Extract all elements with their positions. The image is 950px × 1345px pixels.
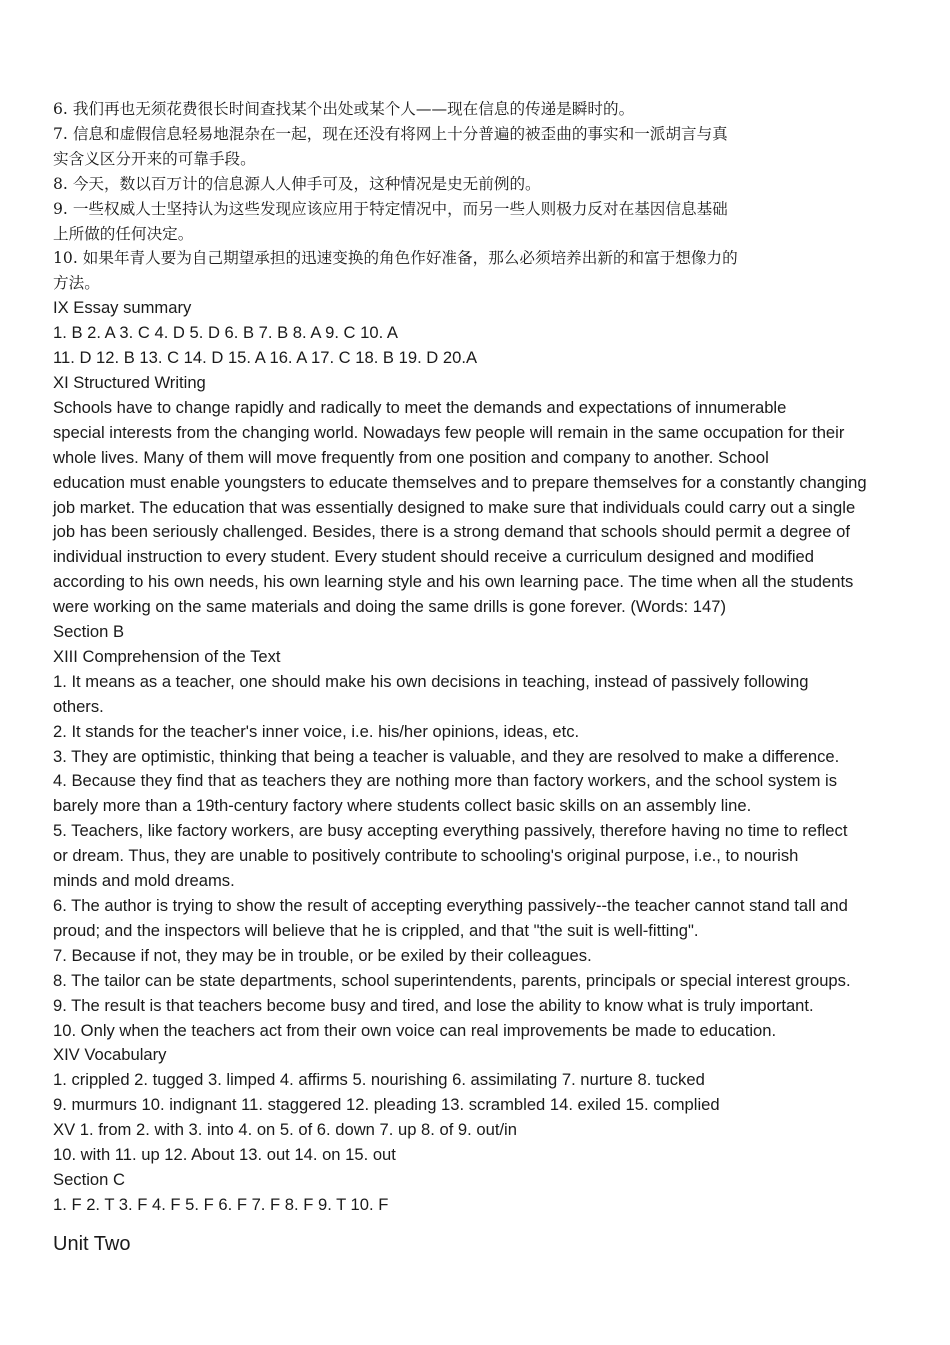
answer-line: 10. Only when the teachers act from their own voice can real improvements be made to education. [53,1020,777,1040]
answer-line: 11. D 12. B 13. C 14. D 15. A 16. A 17. C 18. B 19. D 20.A [53,348,478,368]
answer-line: 10. with 11. up 12. About 13. out 14. on 15. out [53,1145,396,1165]
unit-title: Unit Two [53,1232,131,1255]
answer-line: 6. The author is trying to show the result of accepting everything passively--the teacher cannot stand tall and [53,896,848,915]
translation-item-8: 8. 今天，数以百万计的信息源人人伸手可及，这种情况是史无前例的。 [53,174,541,193]
paragraph-line: job has been seriously challenged. Besides, there is a strong demand that schools should permit a degree of [53,522,850,542]
section-heading-section-c: Section C [53,1169,125,1189]
paragraph-line: Schools have to change rapidly and radically to meet the demands and expectations of innumerable [53,397,787,417]
answer-line: 9. murmurs 10. indignant 11. staggered 12. pleading 13. scrambled 14. exiled 15. complied [53,1095,720,1115]
document-page [53,97,938,1258]
answer-line: proud; and the inspectors will believe that he is crippled, and that "the suit is well-fitting". [53,920,699,940]
paragraph-line: were working on the same materials and doing the same drills is gone forever. (Words: 147) [53,597,726,617]
answer-line: 3. They are optimistic, thinking that being a teacher is valuable, and they are resolved to make a difference. [53,746,840,766]
answer-line: XV 1. from 2. with 3. into 4. on 5. of 6. down 7. up 8. of 9. out/in [53,1120,517,1140]
paragraph-line: according to his own needs, his own learning style and his own learning pace. The time when all the students [53,572,854,592]
paragraph-line: individual instruction to every student. Every student should receive a curriculum designed and modified [53,547,814,567]
answer-line: 5. Teachers, like factory workers, are busy accepting everything passively, therefore having no time to reflect [53,821,848,841]
answer-line: 1. It means as a teacher, one should make his own decisions in teaching, instead of passively following [53,671,809,691]
answer-line: 1. crippled 2. tugged 3. limped 4. affirms 5. nourishing 6. assimilating 7. nurture 8. tucked [53,1070,705,1090]
translation-item-9-cont: 上所做的任何决定。 [53,224,194,243]
answer-line: minds and mold dreams. [53,871,235,891]
paragraph-line: job market. The education that was essentially designed to make sure that individuals could carry out a single [53,497,856,517]
translation-item-10: 10. 如果年青人要为自己期望承担的迅速变换的角色作好准备，那么必须培养出新的和富于想像力的 [53,249,738,268]
translation-item-10-cont: 方法。 [53,274,100,293]
paragraph-line: education must enable youngsters to educate themselves and to prepare themselves for a constantly changing [53,472,867,492]
translation-item-7: 7. 信息和虚假信息轻易地混杂在一起，现在还没有将网上十分普遍的被歪曲的事实和一派胡言与真 [53,124,728,143]
translation-item-9: 9. 一些权威人士坚持认为这些发现应该应用于特定情况中，而另一些人则极力反对在基因信息基础 [53,199,728,218]
answer-line: 4. Because they find that as teachers they are nothing more than factory workers, and the school system is [53,771,838,791]
answer-line: 9. The result is that teachers become busy and tired, and lose the ability to know what is truly important. [53,995,814,1015]
answer-line: 2. It stands for the teacher's inner voice, i.e. his/her opinions, ideas, etc. [53,721,580,741]
answer-line: 1. B 2. A 3. C 4. D 5. D 6. B 7. B 8. A 9. C 10. A [53,323,398,343]
paragraph-line: special interests from the changing world. Nowadays few people will remain in the same occupation for their [53,422,845,442]
translation-item-7-cont: 实含义区分开来的可靠手段。 [53,149,256,168]
answer-line: 8. The tailor can be state departments, school superintendents, parents, principals or special interest groups. [53,970,851,990]
answer-line: others. [53,696,104,716]
answer-line: 1. F 2. T 3. F 4. F 5. F 6. F 7. F 8. F 9. T 10. F [53,1194,389,1214]
answer-line: or dream. Thus, they are unable to positively contribute to schooling's original purpose, i.e., to nourish [53,846,799,866]
translation-item-6: 6. 我们再也无须花费很长时间查找某个出处或某个人——现在信息的传递是瞬时的。 [53,100,635,118]
section-heading-essay-summary: IX Essay summary [53,298,192,318]
answer-line: barely more than a 19th-century factory where students collect basic skills on an assembly line. [53,796,752,816]
paragraph-line: whole lives. Many of them will move frequently from one position and company to another. School [53,447,769,467]
section-heading-section-b: Section B [53,622,125,642]
section-heading-vocabulary: XIV Vocabulary [53,1045,167,1065]
section-heading-comprehension: XIII Comprehension of the Text [53,646,281,666]
section-heading-structured-writing: XI Structured Writing [53,372,206,392]
answer-line: 7. Because if not, they may be in trouble, or be exiled by their colleagues. [53,945,592,965]
